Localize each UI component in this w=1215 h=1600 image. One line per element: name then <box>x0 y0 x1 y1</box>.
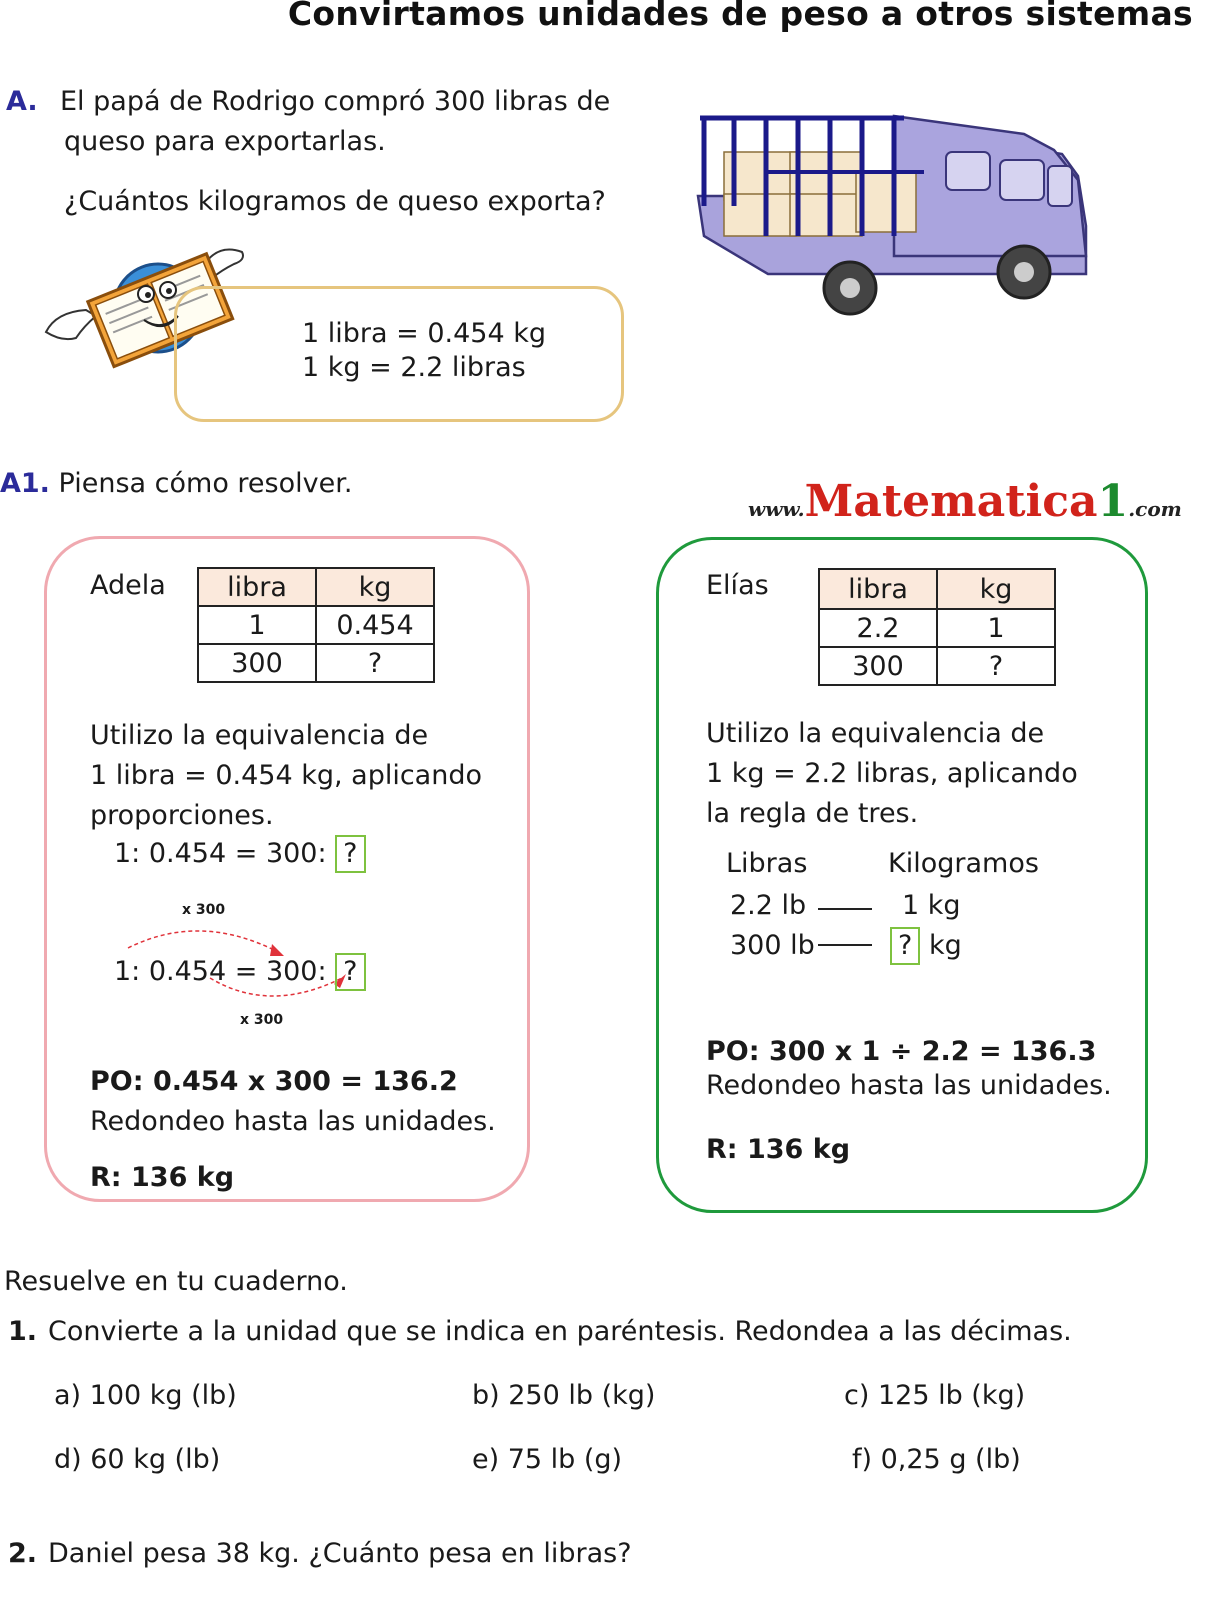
rule-unit: kg <box>928 930 962 961</box>
page-title: Convirtamos unidades de peso a otros sistemas <box>287 0 1193 33</box>
rule-dash <box>818 944 872 946</box>
exercise-item: b) 250 lb (kg) <box>472 1380 656 1411</box>
adela-text-line: 1 libra = 0.454 kg, aplicando <box>90 760 483 791</box>
elias-text-line: Utilizo la equivalencia de <box>706 718 1045 749</box>
rule-row1-right: 1 kg <box>902 890 961 921</box>
exercise-item: f) 0,25 g (lb) <box>852 1444 1021 1475</box>
rule-row2-left: 300 lb <box>730 930 815 961</box>
adela-text-line: proporciones. <box>90 800 274 831</box>
elias-operation: PO: 300 x 1 ÷ 2.2 = 136.3 <box>706 1036 1097 1067</box>
exercise-item: e) 75 lb (g) <box>472 1444 623 1475</box>
table-header: kg <box>937 569 1055 609</box>
result-value: : 136 kg <box>110 1162 235 1193</box>
table-cell: 0.454 <box>316 606 434 644</box>
table-cell: 300 <box>198 644 316 682</box>
multiplier-top: x 300 <box>182 902 226 918</box>
logo-prefix: www. <box>748 497 805 521</box>
site-logo <box>748 476 1182 527</box>
exercises-intro: Resuelve en tu cuaderno. <box>4 1266 348 1297</box>
exercise-item: a) 100 kg (lb) <box>54 1380 237 1411</box>
a1-text: Piensa cómo resolver. <box>58 468 353 499</box>
proportion-text: 1: 0.454 = 300: <box>114 956 327 987</box>
problem-question: ¿Cuántos kilogramos de queso exporta? <box>64 186 606 217</box>
unknown-box: ? <box>890 927 920 965</box>
elias-table <box>818 568 1056 686</box>
elias-text-line: 1 kg = 2.2 libras, aplicando <box>706 758 1078 789</box>
rule-row1-left: 2.2 lb <box>730 890 807 921</box>
question-2-text: Daniel pesa 38 kg. ¿Cuánto pesa en libras? <box>48 1538 632 1569</box>
table-cell: 300 <box>819 647 937 685</box>
rule-row2-right <box>890 926 962 966</box>
elias-result: R: 136 kg <box>706 1134 851 1165</box>
elias-name: Elías <box>706 570 769 601</box>
adela-proportion-1 <box>114 834 366 874</box>
adela-proportion-2 <box>114 952 366 992</box>
exercise-item: c) 125 lb (kg) <box>844 1380 1026 1411</box>
problem-line-1: El papá de Rodrigo compró 300 libras de <box>60 86 611 117</box>
logo-suffix: .com <box>1128 497 1182 521</box>
problem-line-2: queso para exportarlas. <box>64 126 386 157</box>
adela-round-text: Redondeo hasta las unidades. <box>90 1106 496 1137</box>
logo-digit: 1 <box>1097 476 1129 527</box>
elias-text-line: la regla de tres. <box>706 798 919 829</box>
rule-col-libras: Libras <box>726 848 808 879</box>
equivalence-line-2: 1 kg = 2.2 libras <box>302 352 526 383</box>
equivalence-line-1: 1 libra = 0.454 kg <box>302 318 546 349</box>
a1-label: A1. <box>0 468 50 499</box>
unknown-box: ? <box>335 953 365 991</box>
table-cell: 1 <box>937 609 1055 647</box>
exercise-item: d) 60 kg (lb) <box>54 1444 221 1475</box>
adela-text-line: Utilizo la equivalencia de <box>90 720 429 751</box>
adela-operation <box>90 1062 458 1102</box>
question-1-number: 1. <box>8 1316 38 1347</box>
question-1-text: Convierte a la unidad que se indica en paréntesis. Redondea a las décimas. <box>48 1316 1072 1347</box>
logo-name: Matematica <box>804 476 1098 527</box>
po-label: PO <box>90 1066 133 1097</box>
po-value: : 0.454 x 300 = 136.2 <box>132 1066 458 1097</box>
table-header: kg <box>316 568 434 606</box>
proportion-text: 1: 0.454 = 300: <box>114 838 327 869</box>
elias-round-text: Redondeo hasta las unidades. <box>706 1070 1112 1101</box>
unknown-box: ? <box>335 835 365 873</box>
result-label: R <box>90 1162 111 1193</box>
adela-table <box>197 567 435 683</box>
adela-result <box>90 1158 234 1198</box>
truck-illustration <box>694 106 1094 316</box>
table-cell: ? <box>937 647 1055 685</box>
table-cell: 2.2 <box>819 609 937 647</box>
adela-name: Adela <box>90 570 166 601</box>
table-header: libra <box>819 569 937 609</box>
section-a-label: A. <box>6 86 38 117</box>
table-cell: ? <box>316 644 434 682</box>
rule-dash <box>818 908 872 910</box>
multiplier-bottom: x 300 <box>240 1012 284 1028</box>
table-header: libra <box>198 568 316 606</box>
table-cell: 1 <box>198 606 316 644</box>
question-2-number: 2. <box>8 1538 38 1569</box>
a1-heading <box>0 464 352 504</box>
rule-col-kilogramos: Kilogramos <box>888 848 1039 879</box>
